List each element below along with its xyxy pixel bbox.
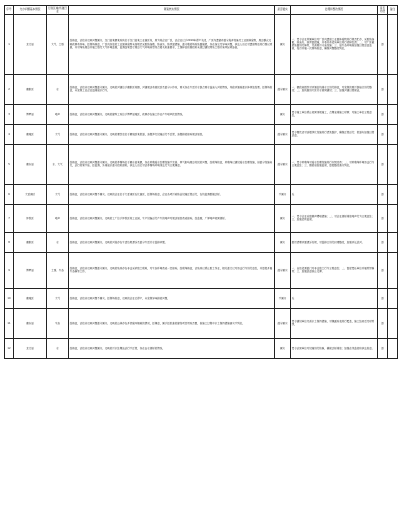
row-result: 无 — [291, 288, 378, 308]
row-content: 经核查，该信访反映问题属实。反映的河段存在生活垃圾漂浮及部分生活污水直排问题。 — [69, 232, 275, 252]
complaint-table — [4, 5, 398, 359]
row-done: 是 — [378, 288, 388, 308]
row-note — [388, 338, 398, 358]
row-note — [388, 232, 398, 252]
row-area: 龙门县 — [14, 338, 47, 358]
row-is-true: 部分属实 — [275, 144, 291, 184]
header-area: 交办问题基本情况 — [14, 6, 47, 15]
row-area: 惠阳区 — [14, 74, 47, 104]
row-area: 惠东县 — [14, 308, 47, 338]
table-row — [5, 308, 398, 338]
row-done: 是 — [378, 144, 388, 184]
row-no: 3 — [5, 104, 14, 124]
row-type: 噪声 — [47, 204, 69, 232]
header-no: 序号 — [5, 6, 14, 15]
row-type: 大气 — [47, 184, 69, 204]
row-note — [388, 104, 398, 124]
row-type: 水、大气 — [47, 144, 69, 184]
row-area: 仲恺区 — [14, 204, 47, 232]
row-is-true: 部分属实 — [275, 124, 291, 144]
row-done: 是 — [378, 338, 388, 358]
row-result: 责令运营单位对设施进行检修，确保达标排放；加强在线监控和执法检查。 — [291, 338, 378, 358]
row-content: 经核查，该信访反映问题属实。反映的工厂位于仲恺区某工业园，生产设备运行产生的噪声对周边居民造成影响。经监测，厂界噪声夜间超标。 — [69, 204, 275, 232]
row-done: 是 — [378, 232, 388, 252]
row-note — [388, 144, 398, 184]
row-done: 是 — [378, 252, 388, 288]
row-note — [388, 308, 398, 338]
row-result: 一、自然资源部门对非法取土行为立案查处；二、督促责任单位开展复绿修复；三、加强巡查防止反弹。 — [291, 252, 378, 288]
row-type: 水 — [47, 74, 69, 104]
row-type: 土壤、生态 — [47, 252, 69, 288]
row-content: 经核查，该信访反映问题不属实。反映的企业位于大亚湾区石化园区，经现场检查，企业各项污染防治设施正常运行，在线监测数据达标。 — [69, 184, 275, 204]
row-no: 2 — [5, 74, 14, 104]
row-note — [388, 204, 398, 232]
row-area: 惠东县 — [14, 144, 47, 184]
header-note: 备注 — [388, 6, 398, 15]
row-result: 责令餐饮店对油烟净化设施进行清洗维护，确保正常运行；街道办加强日常巡查。 — [291, 124, 378, 144]
row-no: 11 — [5, 308, 14, 338]
row-no: 4 — [5, 124, 14, 144]
row-content: 经核查，该信访反映问题部分属实。反映的山体存在开挖破坏植被的情况，经调查，属于经批准的建设项目用地范围，但施工过程中水土保持措施落实不到位。 — [69, 308, 275, 338]
table-row — [5, 144, 398, 184]
row-content: 经核查，该信访反映问题部分属实。反映的餐饮店位于惠城区某街道，油烟净化设施运行不正常，油烟排放影响周边居民。 — [69, 124, 275, 144]
table-row — [5, 232, 398, 252]
row-result: 一、责令养殖场对废水处理设施进行升级改造；二、对养殖场环境违法行为立案查处；三、镇政府加强监管，督促整改落实到位。 — [291, 144, 378, 184]
table-header-row — [5, 6, 398, 15]
row-done: 是 — [378, 308, 388, 338]
table-row — [5, 338, 398, 358]
row-no: 8 — [5, 232, 14, 252]
row-result: 组织清理河面漂浮垃圾，对直排口进行封堵整改，加强河长巡河。 — [291, 232, 378, 252]
row-note — [388, 252, 398, 288]
row-note — [388, 288, 398, 308]
row-area: 龙门县 — [14, 14, 47, 74]
table-row — [5, 288, 398, 308]
header-content: 调查核实情况 — [69, 6, 275, 15]
row-is-true: 属实 — [275, 104, 291, 124]
row-no: 9 — [5, 252, 14, 288]
row-is-true: 不属实 — [275, 184, 291, 204]
row-is-true: 部分属实 — [275, 308, 291, 338]
row-result: 无 — [291, 184, 378, 204]
header-is-true: 是否属实 — [275, 6, 291, 15]
row-result: 责令施工单位停止夜间违规施工，合理安排施工时间；对施工单位立案查处。 — [291, 104, 378, 124]
row-content: 经核查，该信访反映问题属实。反映的污水处理站运行不正常，存在出水超标的情况。 — [69, 338, 275, 358]
header-done: 是否办结 — [378, 6, 388, 15]
row-note — [388, 124, 398, 144]
row-type: 噪声 — [47, 104, 69, 124]
row-is-true: 属实 — [275, 204, 291, 232]
row-type: 大气、土壤 — [47, 14, 69, 74]
row-content: 经核查，该信访反映问题部分属实。反映的养殖场位于惠东县某镇，存在养殖废水处理设施不完善、臭气影响周边村民的问题。经现场检查，养殖场已建设废水处理设施，但部分设施老化，运行效果不佳。经监测，外排废水部分指标超标。执法人员已对该养殖场环境违法行为立案调查。 — [69, 144, 275, 184]
row-type: 水 — [47, 232, 69, 252]
row-is-true: 属实 — [275, 14, 291, 74]
row-area: 博罗县 — [14, 252, 47, 288]
row-is-true: 部分属实 — [275, 252, 291, 288]
table-body — [5, 14, 398, 358]
table-row — [5, 124, 398, 144]
table-row — [5, 184, 398, 204]
row-is-true: 属实 — [275, 232, 291, 252]
table-row — [5, 104, 398, 124]
row-done: 是 — [378, 124, 388, 144]
row-no: 12 — [5, 338, 14, 358]
row-done: 是 — [378, 14, 388, 74]
row-result: 一、责令企业所属单位对厂区内遗留工业固体废物进行规范贮存，采取防扬散、防流失、防渗漏措施，并委托有资质单位进行转移处置；二、对厂区破损地面进行修复，完善雨污分流设施；三、县生态环境局加强日常巡查监管，每月开展一次现场检查，确保问题整改到位。 — [291, 14, 378, 74]
row-type: 生态 — [47, 308, 69, 338]
row-done: 是 — [378, 184, 388, 204]
row-note — [388, 74, 398, 104]
row-content: 经核查，该信访反映问题不属实。经现场检查，反映的企业已停产，未发现异味排放问题。 — [69, 288, 275, 308]
header-type: 行政区域/所属行业 — [47, 6, 68, 13]
row-content: 经核查，该信访反映问题属实。龙门县某镇某地块位于龙门县某工业园区内，原为某企业厂区，该企业已于2019年停产关闭，厂区内遗留有部分废弃设备及工业固体废物，周边群众反映夜间有异味。经现场核查，厂区内存放的工业固体废物未按规范采取防扬散、防流失、防渗漏措施，部分堆放场地地面破损，存在扬尘及异味问题。执法人员已对遗留物品进行登记造册，并对场地周边开展土壤及大气环境监测，监测结果显示周边大气环境质量符合相关标准要求，土壤样品检测指标未超过建设用地土壤污染风险筛选值。 — [69, 14, 275, 74]
table-row — [5, 204, 398, 232]
row-result: 一、镇政府组织对河涌沿线排水口进行排查，对发现的雨污混接点进行整改；二、加快推进片区污水管网建设；三、加强河涌日常保洁。 — [291, 74, 378, 104]
table-row — [5, 252, 398, 288]
row-result: 一、责令企业采取隔声降噪措施；二、对企业超标排放噪声行为立案查处；三、加强后续监管。 — [291, 204, 378, 232]
row-done: 是 — [378, 104, 388, 124]
row-is-true: 部分属实 — [275, 74, 291, 104]
row-note — [388, 184, 398, 204]
row-area: 大亚湾区 — [14, 184, 47, 204]
row-area: 惠阳区 — [14, 232, 47, 252]
row-is-true: 不属实 — [275, 288, 291, 308]
table-row — [5, 74, 398, 104]
row-no: 1 — [5, 14, 14, 74]
row-type: 大气 — [47, 288, 69, 308]
row-content: 经核查，该信访反映问题属实。反映的建筑工地位于博罗县城区，夜间存在施工作业产生噪声扰民情况。 — [69, 104, 275, 124]
row-area: 惠城区 — [14, 288, 47, 308]
table-row — [5, 14, 398, 74]
row-done: 是 — [378, 74, 388, 104]
row-area: 惠城区 — [14, 124, 47, 144]
row-note — [388, 14, 398, 74]
row-result: 责令建设单位完善水土保持措施，对裸露地表进行覆盖，施工结束后及时复绿。 — [291, 308, 378, 338]
row-type: 大气 — [47, 124, 69, 144]
row-area: 博罗县 — [14, 104, 47, 124]
row-done: 是 — [378, 204, 388, 232]
complaint-table-sheet — [4, 5, 397, 359]
row-content: 经核查，该信访反映问题部分属实。反映的河涌位于惠阳区某镇，河涌周边有居民区及部分小作坊，雨天存在生活污水混合雨水溢流入河的情况，导致河涌局部水体浑浊发黑。经现场检查，未发现工业企业直排废水行为。 — [69, 74, 275, 104]
row-type: 水 — [47, 338, 69, 358]
row-content: 经核查，该信访反映问题部分属实。反映的地块存在非法采砂取土现象，对生态环境造成一定影响。经现场核查，该地块已停止取土作业，相关部门已对违法行为进行查处，并督促开展生态修复工作。 — [69, 252, 275, 288]
row-no: 7 — [5, 204, 14, 232]
row-no: 5 — [5, 144, 14, 184]
row-is-true: 属实 — [275, 338, 291, 358]
header-result: 处理和整改情况 — [291, 6, 378, 15]
row-no: 6 — [5, 184, 14, 204]
row-no: 10 — [5, 288, 14, 308]
